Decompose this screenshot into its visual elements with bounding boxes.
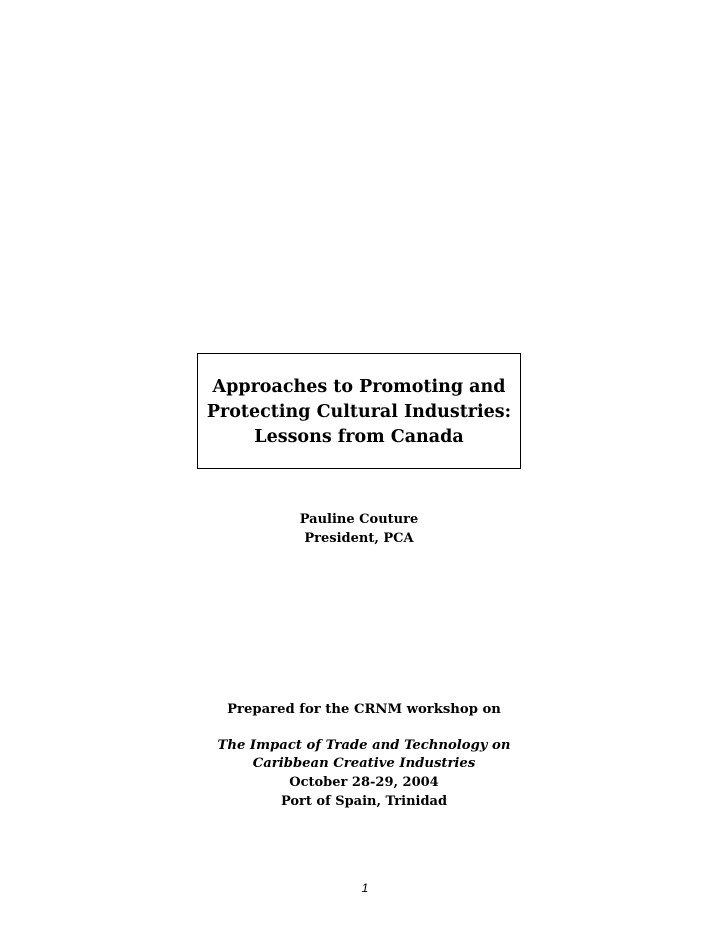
event-location: Port of Spain, Trinidad <box>280 794 448 809</box>
author-position: President, PCA <box>304 531 414 546</box>
event-dates: October 28-29, 2004 <box>289 775 439 790</box>
event-title-line-1: The Impact of Trade and Technology on <box>217 738 511 753</box>
title-box <box>197 353 521 469</box>
title-line-2: Protecting Cultural Industries: <box>206 402 512 422</box>
title-line-1: Approaches to Promoting and <box>212 377 506 397</box>
page-number: 1 <box>361 881 369 895</box>
prepared-for-text: Prepared for the CRNM workshop on <box>227 702 501 717</box>
event-title-line-2: Caribbean Creative Industries <box>252 756 476 771</box>
author-name: Pauline Couture <box>299 512 419 527</box>
title-line-3: Lessons from Canada <box>254 427 464 447</box>
